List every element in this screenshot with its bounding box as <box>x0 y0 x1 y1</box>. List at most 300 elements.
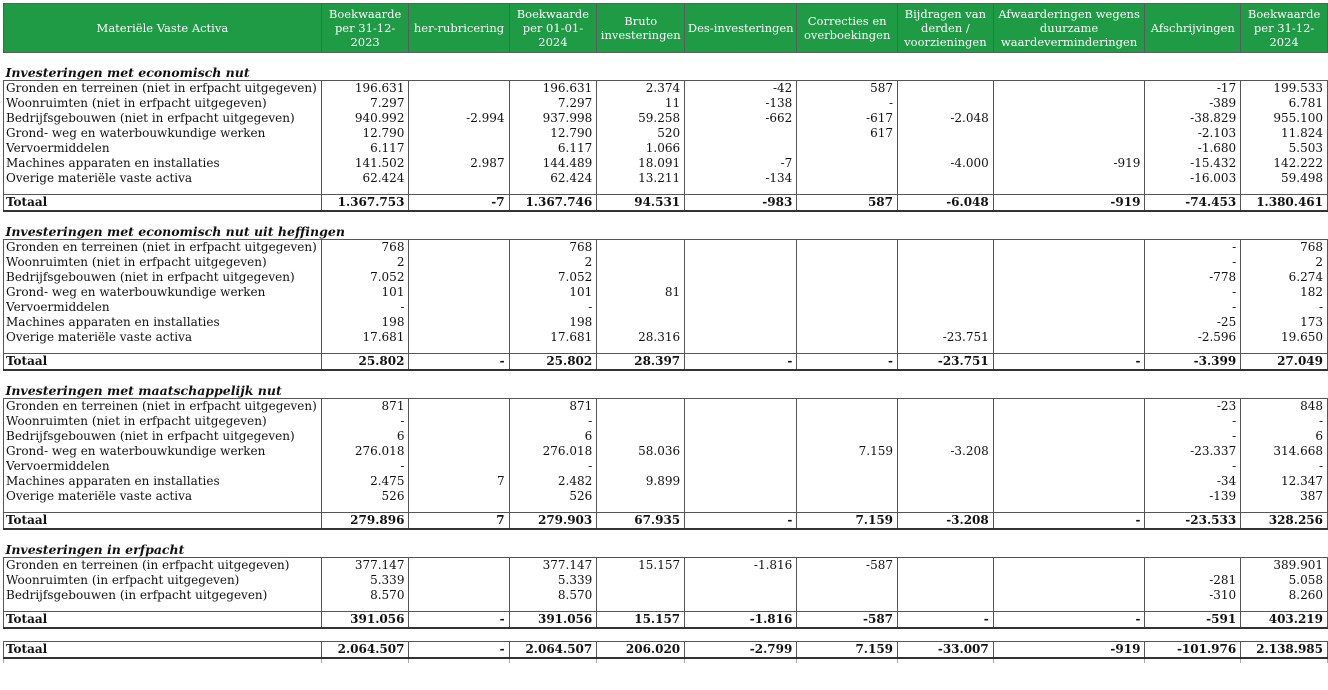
value-cell: 6.274 <box>1241 270 1328 285</box>
value-cell <box>685 573 797 588</box>
value-cell <box>685 414 797 429</box>
value-cell: - <box>509 300 597 315</box>
table-row <box>4 96 1328 111</box>
value-cell <box>993 270 1145 285</box>
value-cell: 871 <box>321 399 409 415</box>
spacer-cell <box>597 211 685 224</box>
pre-total-row <box>4 186 1328 195</box>
value-cell <box>409 459 509 474</box>
value-cell <box>898 489 994 504</box>
row-label: Bedrijfsgebouwen (in erfpacht uitgegeven) <box>4 588 322 603</box>
value-cell <box>797 588 898 603</box>
value-cell: 2.987 <box>409 156 509 171</box>
value-cell: - <box>1145 429 1241 444</box>
spacer-cell <box>685 370 797 383</box>
row-label: Bedrijfsgebouwen (niet in erfpacht uitgegeven) <box>4 111 322 126</box>
spacer-cell <box>321 603 409 612</box>
value-cell <box>898 588 994 603</box>
table-row <box>4 588 1328 603</box>
spacer-cell <box>1241 628 1328 642</box>
value-cell: 617 <box>797 126 898 141</box>
row-label: Bedrijfsgebouwen (niet in erfpacht uitgegeven) <box>4 270 322 285</box>
value-cell: 768 <box>1241 240 1328 256</box>
value-cell: 279.896 <box>321 513 409 530</box>
spacer-cell <box>898 370 994 383</box>
value-cell: 144.489 <box>509 156 597 171</box>
value-cell: 389.901 <box>1241 558 1328 574</box>
value-cell: 19.650 <box>1241 330 1328 345</box>
spacer-row <box>4 53 1328 66</box>
value-cell: 12.347 <box>1241 474 1328 489</box>
value-cell <box>993 126 1145 141</box>
table-row <box>4 444 1328 459</box>
spacer-cell <box>685 603 797 612</box>
value-cell <box>797 399 898 415</box>
row-label: Woonruimten (niet in erfpacht uitgegeven) <box>4 96 322 111</box>
spacer-cell <box>898 529 994 542</box>
value-cell: -591 <box>1145 612 1241 629</box>
spacer-cell <box>1145 658 1241 663</box>
value-cell <box>993 255 1145 270</box>
value-cell <box>797 300 898 315</box>
value-cell <box>993 96 1145 111</box>
value-cell: - <box>321 300 409 315</box>
header-cell: Materiële Vaste Activa <box>4 4 322 53</box>
value-cell <box>797 171 898 186</box>
value-cell: 206.020 <box>597 642 685 659</box>
value-cell: 848 <box>1241 399 1328 415</box>
value-cell <box>685 588 797 603</box>
value-cell: -919 <box>993 156 1145 171</box>
spacer-cell <box>4 529 322 542</box>
spacer-cell <box>597 628 685 642</box>
value-cell: 182 <box>1241 285 1328 300</box>
value-cell <box>597 255 685 270</box>
grand-total-row <box>4 642 1328 659</box>
value-cell: 2 <box>321 255 409 270</box>
spacer-cell <box>898 603 994 612</box>
value-cell <box>409 444 509 459</box>
table-row <box>4 315 1328 330</box>
value-cell: - <box>1241 300 1328 315</box>
section-title: Investeringen met economisch nut uit heffingen <box>5 224 345 239</box>
value-cell <box>993 429 1145 444</box>
value-cell: 196.631 <box>321 81 409 97</box>
spacer-row <box>4 628 1328 642</box>
value-cell: - <box>321 459 409 474</box>
value-cell: -1.816 <box>685 612 797 629</box>
value-cell: 8.570 <box>321 588 409 603</box>
value-cell <box>797 270 898 285</box>
spacer-cell <box>797 186 898 195</box>
value-cell: 62.424 <box>321 171 409 186</box>
table-row <box>4 489 1328 504</box>
spacer-cell <box>409 504 509 513</box>
spacer-cell <box>321 53 409 66</box>
header-cell: Des-investeringen <box>685 4 797 53</box>
value-cell <box>898 414 994 429</box>
spacer-cell <box>597 345 685 354</box>
spacer-cell <box>321 345 409 354</box>
row-label: Gronden en terreinen (niet in erfpacht uitgegeven) <box>4 81 322 97</box>
spacer-cell <box>509 658 597 663</box>
table-header-row <box>4 4 1328 53</box>
value-cell <box>898 558 994 574</box>
spacer-cell <box>1241 529 1328 542</box>
value-cell <box>898 171 994 186</box>
value-cell <box>685 270 797 285</box>
header-cell: Correcties en overboekingen <box>797 4 898 53</box>
value-cell <box>993 171 1145 186</box>
value-cell: 7.052 <box>509 270 597 285</box>
value-cell: 526 <box>509 489 597 504</box>
value-cell <box>685 444 797 459</box>
value-cell: 25.802 <box>509 354 597 371</box>
spacer-cell <box>409 186 509 195</box>
spacer-cell <box>321 186 409 195</box>
table-row <box>4 255 1328 270</box>
value-cell: 11.824 <box>1241 126 1328 141</box>
header-cell: Bijdragen van derden / voorzieningen <box>898 4 994 53</box>
value-cell: 2 <box>1241 255 1328 270</box>
value-cell: 7.159 <box>797 444 898 459</box>
value-cell <box>898 141 994 156</box>
spacer-cell <box>993 504 1145 513</box>
value-cell: -617 <box>797 111 898 126</box>
value-cell: 2.475 <box>321 474 409 489</box>
value-cell <box>797 255 898 270</box>
value-cell <box>409 96 509 111</box>
value-cell: -2.103 <box>1145 126 1241 141</box>
value-cell <box>685 459 797 474</box>
table-row <box>4 459 1328 474</box>
spacer-cell <box>993 603 1145 612</box>
section-title: Investeringen in erfpacht <box>5 542 185 557</box>
spacer-cell <box>1241 186 1328 195</box>
value-cell: 142.222 <box>1241 156 1328 171</box>
value-cell: 67.935 <box>597 513 685 530</box>
value-cell: 7.159 <box>797 513 898 530</box>
value-cell: 391.056 <box>321 612 409 629</box>
value-cell: 526 <box>321 489 409 504</box>
value-cell <box>1145 558 1241 574</box>
value-cell <box>597 414 685 429</box>
table-row <box>4 126 1328 141</box>
spacer-cell <box>898 628 994 642</box>
row-label: Overige materiële vaste activa <box>4 171 322 186</box>
spacer-cell <box>509 53 597 66</box>
value-cell <box>898 96 994 111</box>
spacer-cell <box>4 370 322 383</box>
value-cell <box>685 255 797 270</box>
value-cell <box>898 429 994 444</box>
value-cell: - <box>509 414 597 429</box>
value-cell: -25 <box>1145 315 1241 330</box>
spacer-cell <box>4 186 322 195</box>
spacer-cell <box>597 53 685 66</box>
value-cell <box>597 588 685 603</box>
value-cell <box>898 126 994 141</box>
spacer-cell <box>321 504 409 513</box>
value-cell: 28.316 <box>597 330 685 345</box>
value-cell: -138 <box>685 96 797 111</box>
row-label: Machines apparaten en installaties <box>4 474 322 489</box>
value-cell <box>898 315 994 330</box>
spacer-cell <box>685 529 797 542</box>
row-label: Totaal <box>4 195 322 212</box>
spacer-cell <box>597 186 685 195</box>
value-cell: -139 <box>1145 489 1241 504</box>
spacer-cell <box>993 370 1145 383</box>
value-cell <box>409 489 509 504</box>
header-cell: Boekwaarde per 31-12-2024 <box>1241 4 1328 53</box>
row-label: Machines apparaten en installaties <box>4 315 322 330</box>
value-cell: 81 <box>597 285 685 300</box>
table-row <box>4 414 1328 429</box>
row-label: Woonruimten (in erfpacht uitgegeven) <box>4 573 322 588</box>
value-cell: -3.208 <box>898 444 994 459</box>
value-cell: - <box>797 354 898 371</box>
row-label: Overige materiële vaste activa <box>4 489 322 504</box>
spacer-cell <box>321 658 409 663</box>
table-row <box>4 270 1328 285</box>
spacer-cell <box>597 658 685 663</box>
value-cell: 377.147 <box>321 558 409 574</box>
value-cell: -74.453 <box>1145 195 1241 212</box>
table-row <box>4 558 1328 574</box>
spacer-cell <box>898 658 994 663</box>
value-cell: 2.138.985 <box>1241 642 1328 659</box>
row-label: Grond- weg en waterbouwkundige werken <box>4 444 322 459</box>
spacer-cell <box>898 186 994 195</box>
spacer-cell <box>685 345 797 354</box>
value-cell <box>993 300 1145 315</box>
value-cell <box>993 474 1145 489</box>
table-row <box>4 240 1328 256</box>
materiele-vaste-activa-table <box>3 3 1328 663</box>
spacer-cell <box>509 345 597 354</box>
value-cell: -2.596 <box>1145 330 1241 345</box>
value-cell: 12.790 <box>509 126 597 141</box>
value-cell <box>898 285 994 300</box>
spacer-cell <box>1145 603 1241 612</box>
value-cell: -33.007 <box>898 642 994 659</box>
value-cell: 7.297 <box>509 96 597 111</box>
section-total-row <box>4 195 1328 212</box>
value-cell: 768 <box>509 240 597 256</box>
value-cell <box>898 81 994 97</box>
value-cell: 8.570 <box>509 588 597 603</box>
value-cell <box>898 255 994 270</box>
value-cell <box>409 588 509 603</box>
value-cell <box>993 285 1145 300</box>
value-cell <box>685 300 797 315</box>
spacer-cell <box>1241 370 1328 383</box>
value-cell: - <box>1145 255 1241 270</box>
value-cell: -42 <box>685 81 797 97</box>
value-cell: 520 <box>597 126 685 141</box>
value-cell <box>409 171 509 186</box>
value-cell: 2.064.507 <box>509 642 597 659</box>
value-cell <box>685 315 797 330</box>
spacer-cell <box>4 603 322 612</box>
table-tail-row <box>4 658 1328 663</box>
section-total-row <box>4 612 1328 629</box>
spacer-cell <box>509 603 597 612</box>
value-cell <box>409 255 509 270</box>
spacer-cell <box>4 211 322 224</box>
value-cell <box>685 285 797 300</box>
spacer-row <box>4 370 1328 383</box>
section-title-row <box>4 383 1328 399</box>
spacer-cell <box>597 370 685 383</box>
spacer-cell <box>993 53 1145 66</box>
value-cell <box>993 315 1145 330</box>
value-cell: -1.680 <box>1145 141 1241 156</box>
value-cell <box>993 81 1145 97</box>
header-cell: Afwaarderingen wegens duurzame waardeverminderingen <box>993 4 1145 53</box>
value-cell: -2.048 <box>898 111 994 126</box>
spacer-cell <box>1145 504 1241 513</box>
spacer-cell <box>898 211 994 224</box>
value-cell <box>597 270 685 285</box>
value-cell <box>409 558 509 574</box>
value-cell <box>409 81 509 97</box>
value-cell: 6 <box>509 429 597 444</box>
value-cell <box>685 126 797 141</box>
value-cell <box>597 240 685 256</box>
value-cell: -134 <box>685 171 797 186</box>
spacer-cell <box>409 529 509 542</box>
value-cell: 13.211 <box>597 171 685 186</box>
spacer-cell <box>321 628 409 642</box>
spacer-cell <box>1145 186 1241 195</box>
value-cell: 937.998 <box>509 111 597 126</box>
value-cell: 6.117 <box>509 141 597 156</box>
spacer-cell <box>1241 53 1328 66</box>
spacer-cell <box>4 658 322 663</box>
financial-table-container <box>3 3 1328 663</box>
value-cell: 101 <box>321 285 409 300</box>
value-cell: 940.992 <box>321 111 409 126</box>
row-label: Vervoermiddelen <box>4 300 322 315</box>
spacer-cell <box>685 186 797 195</box>
value-cell: - <box>1145 285 1241 300</box>
value-cell <box>597 300 685 315</box>
value-cell <box>993 588 1145 603</box>
row-label: Machines apparaten en installaties <box>4 156 322 171</box>
value-cell: 587 <box>797 195 898 212</box>
value-cell <box>597 489 685 504</box>
value-cell: 403.219 <box>1241 612 1328 629</box>
spacer-cell <box>509 186 597 195</box>
section-total-row <box>4 513 1328 530</box>
value-cell: -23.337 <box>1145 444 1241 459</box>
value-cell: -101.976 <box>1145 642 1241 659</box>
value-cell <box>409 285 509 300</box>
table-row <box>4 573 1328 588</box>
spacer-cell <box>797 628 898 642</box>
row-label: Totaal <box>4 513 322 530</box>
row-label: Grond- weg en waterbouwkundige werken <box>4 285 322 300</box>
value-cell <box>597 399 685 415</box>
row-label: Woonruimten (niet in erfpacht uitgegeven) <box>4 255 322 270</box>
value-cell: -3.208 <box>898 513 994 530</box>
spacer-cell <box>409 603 509 612</box>
value-cell: - <box>321 414 409 429</box>
table-row <box>4 474 1328 489</box>
value-cell <box>993 111 1145 126</box>
table-row <box>4 429 1328 444</box>
spacer-cell <box>409 658 509 663</box>
row-label: Gronden en terreinen (in erfpacht uitgegeven) <box>4 558 322 574</box>
value-cell: 314.668 <box>1241 444 1328 459</box>
value-cell: - <box>993 612 1145 629</box>
header-cell: her-rubricering <box>409 4 509 53</box>
value-cell <box>597 573 685 588</box>
value-cell <box>409 330 509 345</box>
value-cell: - <box>1145 414 1241 429</box>
row-label: Gronden en terreinen (niet in erfpacht uitgegeven) <box>4 240 322 256</box>
value-cell <box>797 474 898 489</box>
value-cell: 7 <box>409 513 509 530</box>
value-cell: 387 <box>1241 489 1328 504</box>
value-cell: 8.260 <box>1241 588 1328 603</box>
value-cell: 199.533 <box>1241 81 1328 97</box>
section-title-row <box>4 65 1328 81</box>
value-cell <box>993 141 1145 156</box>
value-cell: - <box>409 642 509 659</box>
value-cell: 59.258 <box>597 111 685 126</box>
value-cell: -310 <box>1145 588 1241 603</box>
value-cell: 62.424 <box>509 171 597 186</box>
value-cell <box>409 300 509 315</box>
value-cell <box>898 459 994 474</box>
spacer-cell <box>321 211 409 224</box>
value-cell: 7.052 <box>321 270 409 285</box>
section-title-row <box>4 224 1328 240</box>
value-cell: 141.502 <box>321 156 409 171</box>
value-cell: 94.531 <box>597 195 685 212</box>
value-cell: -17 <box>1145 81 1241 97</box>
value-cell: - <box>898 612 994 629</box>
spacer-cell <box>685 504 797 513</box>
table-row <box>4 285 1328 300</box>
spacer-cell <box>509 504 597 513</box>
value-cell <box>993 489 1145 504</box>
value-cell: 9.899 <box>597 474 685 489</box>
value-cell <box>409 270 509 285</box>
spacer-cell <box>1145 53 1241 66</box>
value-cell: -23.751 <box>898 354 994 371</box>
value-cell <box>898 240 994 256</box>
section-title: Investeringen met maatschappelijk nut <box>5 383 282 398</box>
value-cell: - <box>797 96 898 111</box>
value-cell <box>597 315 685 330</box>
spacer-cell <box>898 504 994 513</box>
value-cell: -919 <box>993 195 1145 212</box>
spacer-cell <box>597 529 685 542</box>
value-cell <box>993 414 1145 429</box>
value-cell: -23.533 <box>1145 513 1241 530</box>
value-cell <box>993 558 1145 574</box>
row-label: Totaal <box>4 354 322 371</box>
value-cell <box>898 300 994 315</box>
value-cell: -34 <box>1145 474 1241 489</box>
value-cell: 11 <box>597 96 685 111</box>
row-label: Vervoermiddelen <box>4 141 322 156</box>
row-label: Overige materiële vaste activa <box>4 330 322 345</box>
